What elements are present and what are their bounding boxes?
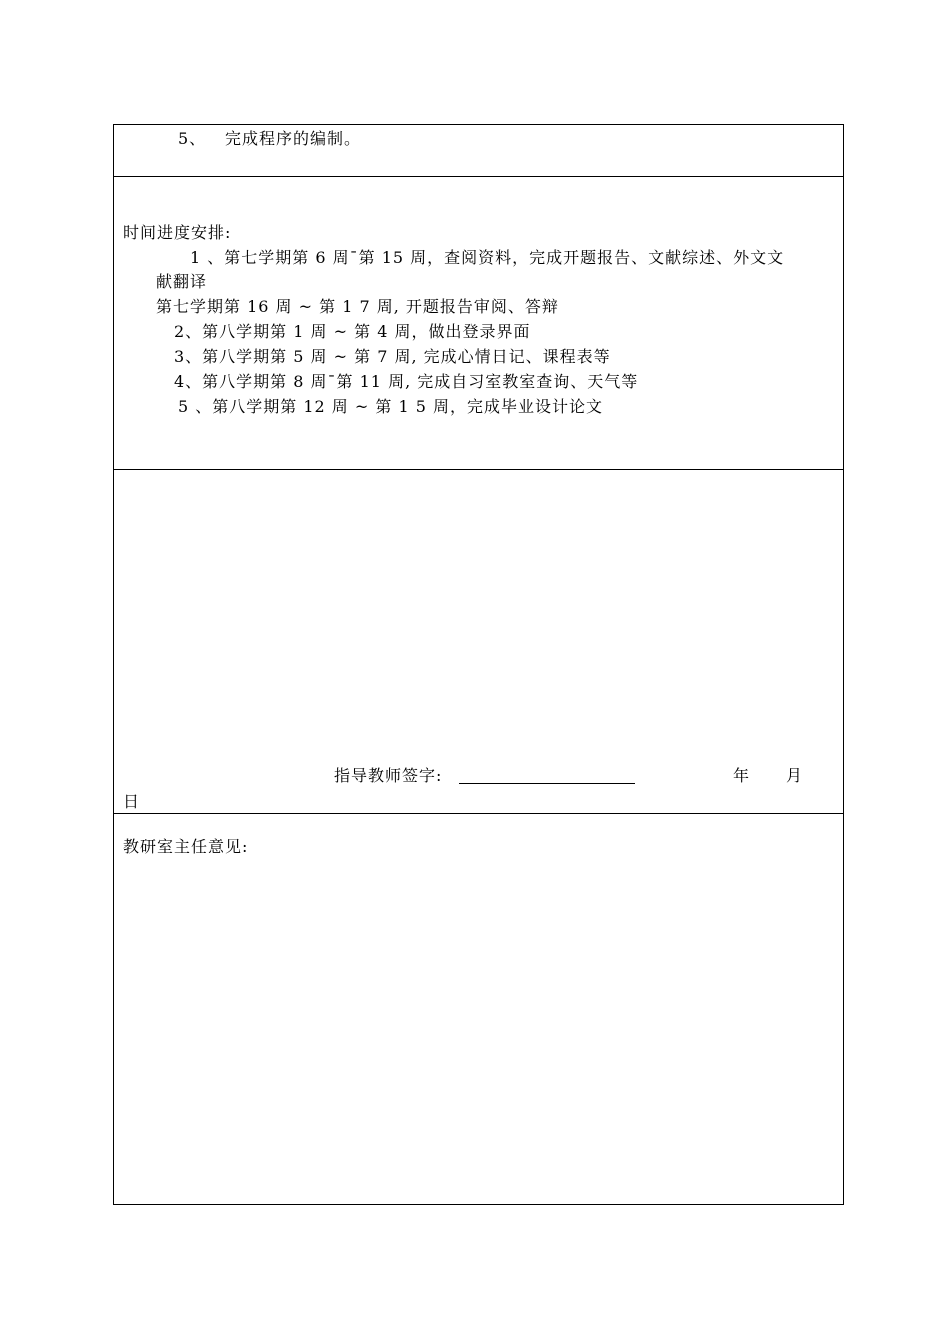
- schedule-line-1-cont: 献翻译: [156, 272, 208, 291]
- item-5-text: 完成程序的编制。: [225, 129, 362, 148]
- opening-report-form-table: [113, 124, 844, 1205]
- department-head-opinion-row: [114, 813, 843, 1206]
- signature-line: [459, 783, 635, 784]
- schedule-heading: 时间进度安排:: [123, 223, 232, 242]
- day-label: 日: [123, 792, 141, 811]
- schedule-row: [114, 176, 843, 469]
- research-content-row: [114, 125, 843, 176]
- schedule-line-5: 5 、第八学期第 12 周 ~ 第 1 5 周，完成毕业设计论文: [178, 397, 603, 416]
- advisor-opinion-row: [114, 469, 843, 813]
- department-head-heading: 教研室主任意见:: [123, 837, 249, 856]
- schedule-line-4: 4、第八学期第 8 周¯第 11 周, 完成自习室教室查询、天气等: [174, 372, 639, 391]
- schedule-line-1b: 第七学期第 16 周 ~ 第 1 7 周, 开题报告审阅、答辩: [156, 297, 559, 316]
- item-5-number: 5、: [178, 129, 207, 148]
- advisor-signature-label: 指导教师签字:: [334, 766, 443, 785]
- schedule-line-3: 3、第八学期第 5 周 ~ 第 7 周, 完成心情日记、课程表等: [174, 347, 611, 366]
- schedule-line-2: 2、第八学期第 1 周 ~ 第 4 周，做出登录界面: [174, 322, 531, 341]
- schedule-line-1: 1 、第七学期第 6 周¯第 15 周，查阅资料，完成开题报告、文献综述、外文文: [190, 248, 785, 267]
- year-label: 年: [733, 766, 751, 785]
- month-label: 月: [786, 766, 804, 785]
